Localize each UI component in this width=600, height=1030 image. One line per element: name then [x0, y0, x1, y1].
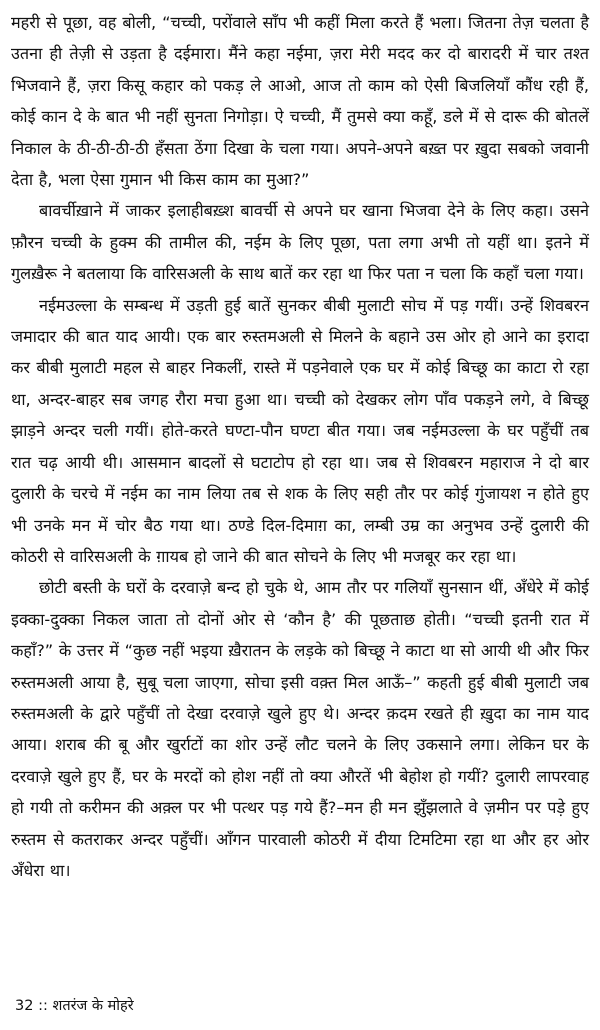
paragraph-1: महरी से पूछा, वह बोली, “चच्ची, परोंवाले साँप भी कहीं मिला करते हैं भला। जितना तेज़ चलता है उतना ही तेज़ी से उड़ता है दईमारा। मैंने कहा नईमा, ज़रा मेरी मदद कर दो बारादरी में चार तश्त भिजवाने हैं, ज़रा किसू कहार को पकड़ ले आओ, आज तो काम को ऐसी बिजलियाँ कौंध रही हैं, कोई कान दे के बात भी नहीं सुनता निगोड़ा। ऐ चच्ची, मैं तुमसे क्या कहूँ, डले में से दारू की बोतलें निकाल के ठी-ठी-ठी-ठी हँसता ठेंगा दिखा के चला गया। अपने-अपने बख़्त पर ख़ुदा सबको जवानी देता है, भला ऐसा गुमान भी किस काम का मुआ?”: [11, 13, 589, 190]
page-footer: [15, 996, 134, 1016]
paragraph-2: बावर्चीख़ाने में जाकर इलाहीबख़्श बावर्ची से अपने घर खाना भिजवा देने के लिए कहा। उसने फ़ौरन चच्ची के हुक्म की तामील की, नईम के लिए पूछा, पता लगा अभी तो यहीं था। इतने में गुलख़ैरू ने बतलाया कि वारिसअली के साथ बातें कर रहा था फिर पता न चला कि कहाँ चला गया।: [11, 201, 589, 284]
paragraph-4: छोटी बस्ती के घरों के दरवाज़े बन्द हो चुके थे, आम तौर पर गलियाँ सुनसान थीं, अँधेरे में कोई इक्का-दुक्का निकल जाता तो दोनों ओर से ‘कौन है’ की पूछताछ होती। “चच्ची इतनी रात में कहाँ?” के उत्तर में “कुछ नहीं भइया ख़ैरातन के लड़के को बिच्छू ने काटा था सो आयी थी और फिर रुस्तमअली आया है, सुबू चला जाएगा, सोचा इसी वक़्त मिल आऊँ–” कहती हुई बीबी मुलाटी जब रुस्तमअली के द्वारे पहुँचीं तो देखा दरवाज़े खुले हुए थे। अन्दर क़दम रखते ही ख़ुदा का नाम याद आया। शराब की बू और खुर्राटों का शोर उन्हें लौट चलने के लिए उकसाने लगा। लेकिन घर के दरवाज़े खुले हुए हैं, घर के मरदों को होश नहीं तो क्या औरतें भी बेहोश हो गयीं? दुलारी लापरवाह हो गयी तो करीमन की अक़्ल पर भी पत्थर पड़ गये हैं?–मन ही मन झुँझलाते वे ज़मीन पर पड़े हुए रुस्तम से कतराकर अन्दर पहुँचीं। आँगन पारवाली कोठरी में दीया टिमटिमा रहा था और हर ओर अँधेरा था।: [11, 578, 589, 880]
page-number: 32: [15, 998, 34, 1014]
footer-separator: ::: [38, 998, 48, 1014]
book-title: शतरंज के मोहरे: [52, 998, 134, 1014]
paragraph-3: नईमउल्ला के सम्बन्ध में उड़ती हुई बातें सुनकर बीबी मुलाटी सोच में पड़ गयीं। उन्हें शिवबरन जमादार की बात याद आयी। एक बार रुस्तमअली से मिलने के बहाने उस ओर हो आने का इरादा कर बीबी मुलाटी महल से बाहर निकलीं, रास्ते में पड़नेवाले एक घर में कोई बिच्छू का काटा रो रहा था, अन्दर-बाहर सब जगह रौरा मचा हुआ था। चच्ची को देखकर लोग पाँव पकड़ने लगे, वे बिच्छू झाड़ने अन्दर चली गयीं। होते-करते घण्टा-पौन घण्टा बीत गया। जब नईमउल्ला के घर पहुँचीं तब रात चढ़ आयी थी। आसमान बादलों से घटाटोप हो रहा था। जब से शिवबरन महाराज ने दो बार दुलारी के चरचे में नईम का नाम लिया तब से शक के लिए सही तौर पर कोई गुंजायश न होते हुए भी उनके मन में चोर बैठ गया था। ठण्डे दिल-दिमाग़ का, लम्बी उम्र का अनुभव उन्हें दुलारी की कोठरी से वारिसअली के ग़ायब हो जाने की बात सोचने के लिए भी मजबूर कर रहा था।: [11, 295, 589, 566]
